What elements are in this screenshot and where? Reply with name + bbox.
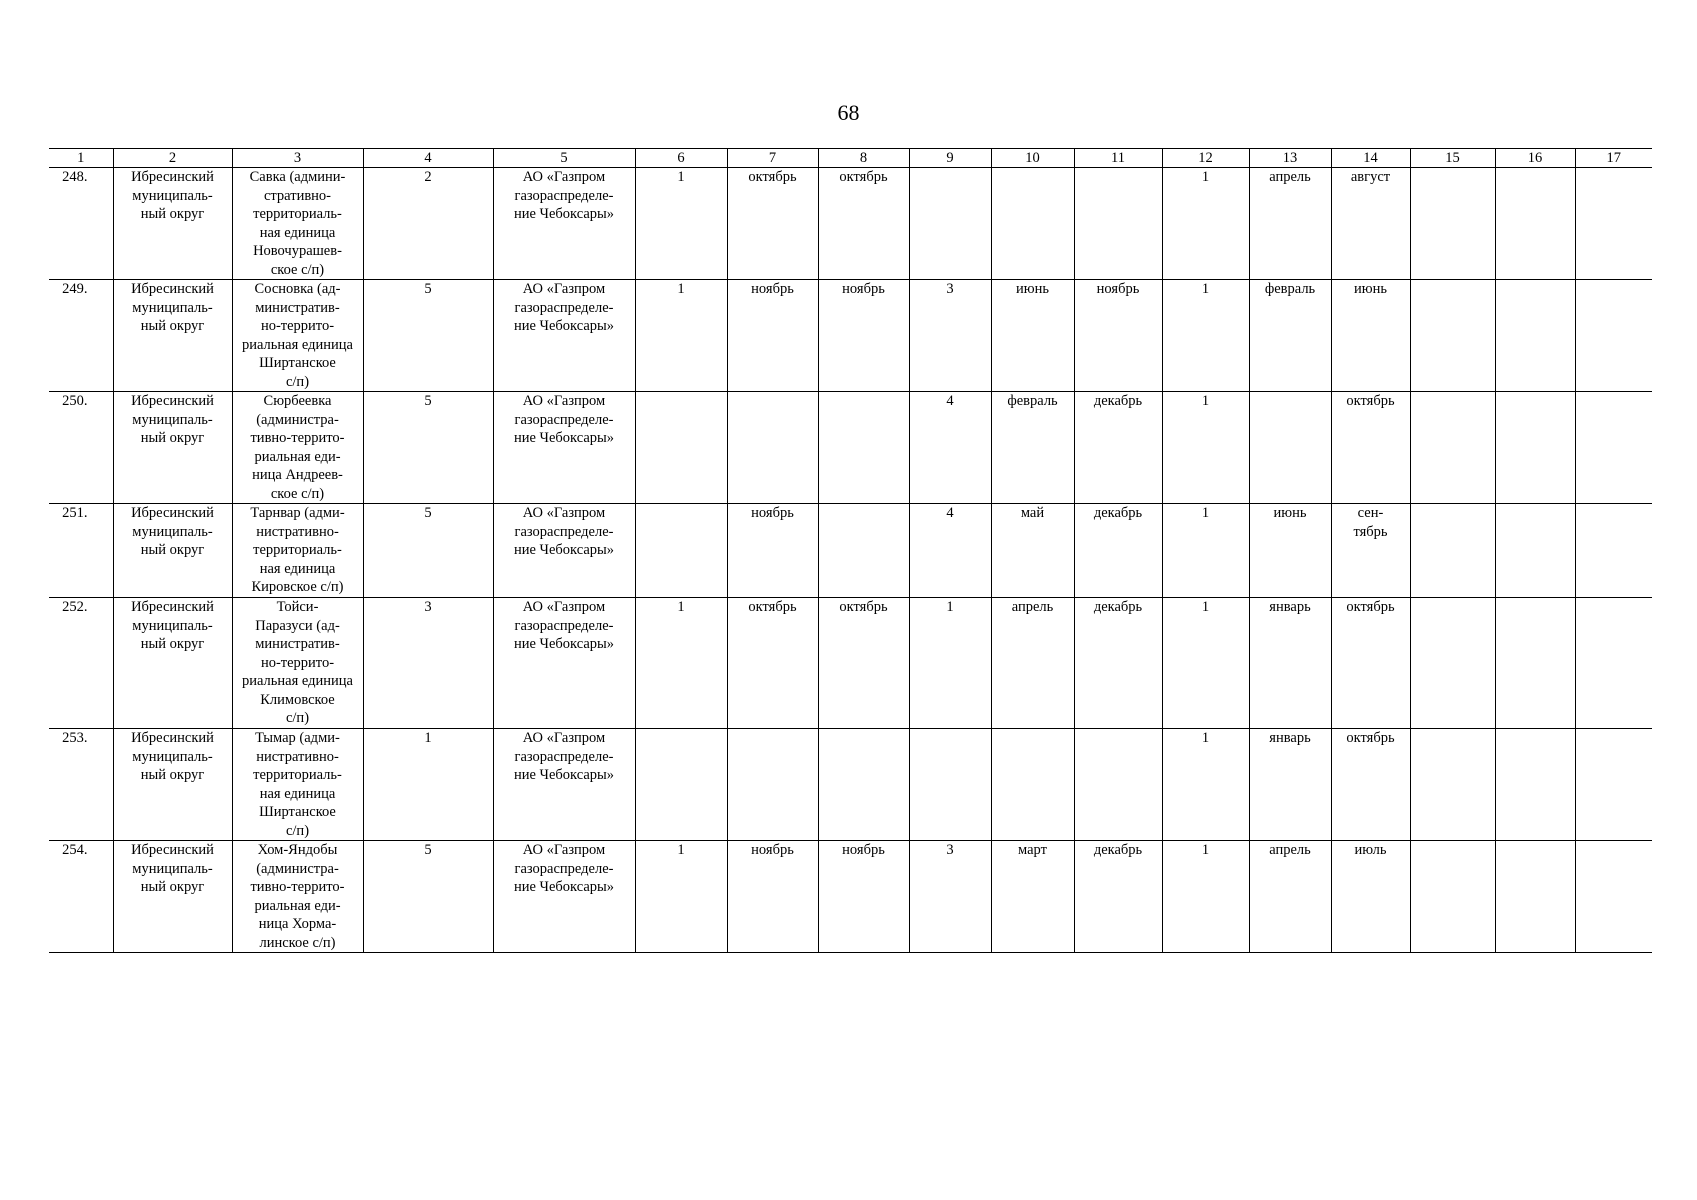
col7-cell: ноябрь xyxy=(727,280,818,392)
district-cell xyxy=(113,504,232,598)
organization-cell-line: ние Чебоксары» xyxy=(513,767,615,783)
organization-cell-line: ние Чебоксары» xyxy=(513,430,615,446)
col13-cell xyxy=(1249,392,1331,504)
district-cell-line: Ибресинский xyxy=(131,730,214,746)
col17-cell xyxy=(1575,392,1652,504)
locality-cell xyxy=(232,729,363,841)
locality-cell xyxy=(232,841,363,953)
locality-cell-line: нистративно- xyxy=(256,523,339,540)
col4-cell: 5 xyxy=(363,841,493,953)
col13-cell: апрель xyxy=(1249,841,1331,953)
col10-cell xyxy=(991,729,1074,841)
col11-cell: декабрь xyxy=(1074,841,1162,953)
district-cell xyxy=(113,168,232,280)
col8-cell xyxy=(818,392,909,504)
col10-cell: май xyxy=(991,504,1074,598)
col7-cell xyxy=(727,392,818,504)
locality-cell-line: Хом-Яндобы xyxy=(257,842,338,858)
col16-cell xyxy=(1495,280,1575,392)
col14-cell: октябрь xyxy=(1331,392,1410,504)
locality-cell-line: риальная единица xyxy=(241,673,353,689)
col15-cell xyxy=(1410,504,1495,598)
col15-cell xyxy=(1410,729,1495,841)
col9-cell: 3 xyxy=(909,841,991,953)
locality-cell-line: риальная еди- xyxy=(254,897,341,914)
col11-cell xyxy=(1074,729,1162,841)
col17-cell xyxy=(1575,280,1652,392)
table-row xyxy=(49,168,1652,280)
locality-cell-line: территориаль- xyxy=(253,206,342,222)
column-number: 16 xyxy=(1495,149,1575,168)
col12-cell: 1 xyxy=(1162,504,1249,598)
locality-cell-line: тивно-террито- xyxy=(250,879,345,895)
column-number: 1 xyxy=(49,149,113,168)
column-number: 7 xyxy=(727,149,818,168)
district-cell-line: муниципаль- xyxy=(132,860,213,877)
table-row xyxy=(49,841,1652,953)
organization-cell-line: ние Чебоксары» xyxy=(513,879,615,895)
col17-cell xyxy=(1575,841,1652,953)
row-number: 250. xyxy=(49,392,113,504)
col8-cell: октябрь xyxy=(818,598,909,729)
col12-cell: 1 xyxy=(1162,841,1249,953)
organization-cell xyxy=(493,392,635,504)
district-cell-line: Ибресинский xyxy=(131,599,214,615)
col7-cell xyxy=(727,729,818,841)
district-cell-line: ный округ xyxy=(140,636,205,652)
locality-cell-line: но-террито- xyxy=(260,318,335,334)
col12-cell: 1 xyxy=(1162,598,1249,729)
col13-cell: январь xyxy=(1249,598,1331,729)
organization-cell-line: газораспределе- xyxy=(514,187,614,204)
col12-cell: 1 xyxy=(1162,168,1249,280)
column-number: 2 xyxy=(113,149,232,168)
column-number: 14 xyxy=(1331,149,1410,168)
col6-cell: 1 xyxy=(635,280,727,392)
col7-cell: октябрь xyxy=(727,598,818,729)
col10-cell: апрель xyxy=(991,598,1074,729)
organization-cell-line: ние Чебоксары» xyxy=(513,318,615,334)
col12-cell: 1 xyxy=(1162,280,1249,392)
district-cell xyxy=(113,598,232,729)
col8-cell xyxy=(818,729,909,841)
organization-cell xyxy=(493,841,635,953)
column-number-row xyxy=(49,149,1652,168)
col4-cell: 3 xyxy=(363,598,493,729)
col13-cell: февраль xyxy=(1249,280,1331,392)
district-cell-line: Ибресинский xyxy=(131,169,214,185)
col9-cell xyxy=(909,168,991,280)
district-cell-line: Ибресинский xyxy=(131,393,214,409)
column-number: 15 xyxy=(1410,149,1495,168)
organization-cell-line: газораспределе- xyxy=(514,748,614,765)
col11-cell xyxy=(1074,168,1162,280)
organization-cell xyxy=(493,504,635,598)
organization-cell-line: АО «Газпром xyxy=(522,281,606,297)
col14-cell-line: сен- xyxy=(1357,505,1384,521)
col10-cell: февраль xyxy=(991,392,1074,504)
organization-cell-line: ние Чебоксары» xyxy=(513,636,615,652)
col11-cell: декабрь xyxy=(1074,392,1162,504)
col4-cell: 5 xyxy=(363,280,493,392)
col6-cell xyxy=(635,729,727,841)
district-cell-line: муниципаль- xyxy=(132,523,213,540)
col8-cell xyxy=(818,504,909,598)
col14-cell: октябрь xyxy=(1331,598,1410,729)
col4-cell: 1 xyxy=(363,729,493,841)
col15-cell xyxy=(1410,168,1495,280)
col6-cell xyxy=(635,504,727,598)
locality-cell-line: ница Хорма- xyxy=(258,916,337,932)
locality-cell-line: риальная еди- xyxy=(254,448,341,465)
col11-cell: ноябрь xyxy=(1074,280,1162,392)
locality-cell-line: министратив- xyxy=(255,636,340,652)
district-cell-line: муниципаль- xyxy=(132,411,213,428)
col12-cell: 1 xyxy=(1162,392,1249,504)
locality-cell-line: ная единица xyxy=(259,224,336,241)
district-cell-line: Ибресинский xyxy=(131,505,214,521)
organization-cell-line: АО «Газпром xyxy=(522,599,606,615)
locality-cell-line: стративно- xyxy=(263,187,332,204)
district-cell-line: Ибресинский xyxy=(131,842,214,858)
col15-cell xyxy=(1410,280,1495,392)
locality-cell-line: Сюрбеевка xyxy=(263,393,332,409)
col15-cell xyxy=(1410,598,1495,729)
locality-cell-line: риальная единица xyxy=(241,336,353,353)
locality-cell-line: Савка (админи- xyxy=(249,169,346,185)
col12-cell: 1 xyxy=(1162,729,1249,841)
column-number: 10 xyxy=(991,149,1074,168)
col13-cell: июнь xyxy=(1249,504,1331,598)
organization-cell-line: газораспределе- xyxy=(514,523,614,540)
col9-cell xyxy=(909,729,991,841)
schedule-table xyxy=(49,148,1652,953)
col13-cell: январь xyxy=(1249,729,1331,841)
locality-cell-line: ная единица xyxy=(259,785,336,802)
locality-cell-line: Тарнвар (адми- xyxy=(250,505,345,521)
locality-cell-line: Тойси- xyxy=(276,599,319,615)
col6-cell: 1 xyxy=(635,598,727,729)
organization-cell-line: газораспределе- xyxy=(514,860,614,877)
locality-cell-line: с/п) xyxy=(285,710,310,726)
locality-cell-line: Тымар (адми- xyxy=(255,730,340,746)
column-number: 9 xyxy=(909,149,991,168)
col16-cell xyxy=(1495,841,1575,953)
organization-cell-line: газораспределе- xyxy=(514,411,614,428)
locality-cell-line: ная единица xyxy=(259,560,336,577)
locality-cell-line: Кировское с/п) xyxy=(251,579,344,595)
col16-cell xyxy=(1495,598,1575,729)
col9-cell: 3 xyxy=(909,280,991,392)
locality-cell-line: (администра- xyxy=(256,860,339,877)
row-number: 253. xyxy=(49,729,113,841)
organization-cell xyxy=(493,729,635,841)
locality-cell-line: с/п) xyxy=(285,373,310,390)
locality-cell-line: линское с/п) xyxy=(259,934,336,951)
column-number: 4 xyxy=(363,149,493,168)
district-cell-line: муниципаль- xyxy=(132,299,213,316)
col14-cell-line: тябрь xyxy=(1353,523,1388,540)
column-number: 12 xyxy=(1162,149,1249,168)
organization-cell-line: газораспределе- xyxy=(514,617,614,634)
col7-cell: октябрь xyxy=(727,168,818,280)
column-number: 3 xyxy=(232,149,363,168)
col16-cell xyxy=(1495,504,1575,598)
organization-cell xyxy=(493,280,635,392)
locality-cell-line: территориаль- xyxy=(253,767,342,783)
table-row xyxy=(49,392,1652,504)
col6-cell: 1 xyxy=(635,168,727,280)
organization-cell xyxy=(493,598,635,729)
table-row xyxy=(49,729,1652,841)
locality-cell-line: но-террито- xyxy=(260,654,335,671)
locality-cell-line: ское с/п) xyxy=(270,261,325,278)
organization-cell-line: ние Чебоксары» xyxy=(513,206,615,222)
locality-cell xyxy=(232,504,363,598)
col10-cell: март xyxy=(991,841,1074,953)
organization-cell-line: газораспределе- xyxy=(514,299,614,316)
district-cell-line: ный округ xyxy=(140,542,205,558)
col10-cell: июнь xyxy=(991,280,1074,392)
locality-cell-line: Сосновка (ад- xyxy=(254,281,341,297)
col7-cell: ноябрь xyxy=(727,504,818,598)
column-number: 5 xyxy=(493,149,635,168)
locality-cell-line: тивно-террито- xyxy=(250,430,345,446)
col9-cell: 1 xyxy=(909,598,991,729)
locality-cell-line: нистративно- xyxy=(256,748,339,765)
locality-cell-line: Новочурашев- xyxy=(253,243,342,259)
locality-cell xyxy=(232,168,363,280)
locality-cell-line: ница Андреев- xyxy=(252,467,343,483)
locality-cell-line: (администра- xyxy=(256,411,339,428)
organization-cell xyxy=(493,168,635,280)
district-cell xyxy=(113,280,232,392)
table-row xyxy=(49,280,1652,392)
col8-cell: ноябрь xyxy=(818,280,909,392)
table-row xyxy=(49,598,1652,729)
col15-cell xyxy=(1410,392,1495,504)
locality-cell-line: Ширтанское xyxy=(259,804,336,820)
district-cell-line: ный округ xyxy=(140,206,205,222)
col17-cell xyxy=(1575,598,1652,729)
row-number: 254. xyxy=(49,841,113,953)
locality-cell xyxy=(232,598,363,729)
locality-cell-line: территориаль- xyxy=(253,542,342,558)
district-cell-line: ный округ xyxy=(140,767,205,783)
col16-cell xyxy=(1495,168,1575,280)
district-cell-line: ный округ xyxy=(140,430,205,446)
col8-cell: ноябрь xyxy=(818,841,909,953)
col14-cell: октябрь xyxy=(1331,729,1410,841)
col4-cell: 5 xyxy=(363,392,493,504)
column-number: 6 xyxy=(635,149,727,168)
row-number: 252. xyxy=(49,598,113,729)
district-cell xyxy=(113,841,232,953)
col14-cell: июль xyxy=(1331,841,1410,953)
locality-cell xyxy=(232,392,363,504)
page-number: 68 xyxy=(837,100,860,125)
district-cell-line: муниципаль- xyxy=(132,187,213,204)
organization-cell-line: АО «Газпром xyxy=(522,505,606,521)
column-number: 8 xyxy=(818,149,909,168)
col4-cell: 5 xyxy=(363,504,493,598)
col13-cell: апрель xyxy=(1249,168,1331,280)
district-cell-line: ный округ xyxy=(140,879,205,895)
col11-cell: декабрь xyxy=(1074,504,1162,598)
row-number: 251. xyxy=(49,504,113,598)
locality-cell xyxy=(232,280,363,392)
column-number: 17 xyxy=(1575,149,1652,168)
col16-cell xyxy=(1495,729,1575,841)
col7-cell: ноябрь xyxy=(727,841,818,953)
col17-cell xyxy=(1575,168,1652,280)
district-cell-line: Ибресинский xyxy=(131,281,214,297)
table-row xyxy=(49,504,1652,598)
col9-cell: 4 xyxy=(909,504,991,598)
organization-cell-line: АО «Газпром xyxy=(522,842,606,858)
row-number: 248. xyxy=(49,168,113,280)
district-cell-line: муниципаль- xyxy=(132,748,213,765)
locality-cell-line: министратив- xyxy=(255,299,340,316)
locality-cell-line: Ширтанское xyxy=(259,355,336,371)
locality-cell-line: Паразуси (ад- xyxy=(255,617,340,634)
col14-cell xyxy=(1331,504,1410,598)
col14-cell: август xyxy=(1331,168,1410,280)
locality-cell-line: ское с/п) xyxy=(270,485,325,502)
organization-cell-line: АО «Газпром xyxy=(522,393,606,409)
district-cell xyxy=(113,729,232,841)
locality-cell-line: с/п) xyxy=(285,822,310,839)
col6-cell: 1 xyxy=(635,841,727,953)
col15-cell xyxy=(1410,841,1495,953)
col9-cell: 4 xyxy=(909,392,991,504)
organization-cell-line: АО «Газпром xyxy=(522,169,606,185)
column-number: 11 xyxy=(1074,149,1162,168)
col4-cell: 2 xyxy=(363,168,493,280)
row-number: 249. xyxy=(49,280,113,392)
col6-cell xyxy=(635,392,727,504)
col14-cell: июнь xyxy=(1331,280,1410,392)
organization-cell-line: ние Чебоксары» xyxy=(513,542,615,558)
district-cell xyxy=(113,392,232,504)
col16-cell xyxy=(1495,392,1575,504)
col10-cell xyxy=(991,168,1074,280)
organization-cell-line: АО «Газпром xyxy=(522,730,606,746)
column-number: 13 xyxy=(1249,149,1331,168)
district-cell-line: муниципаль- xyxy=(132,617,213,634)
col17-cell xyxy=(1575,729,1652,841)
district-cell-line: ный округ xyxy=(140,318,205,334)
col8-cell: октябрь xyxy=(818,168,909,280)
locality-cell-line: Климовское xyxy=(260,691,335,708)
col17-cell xyxy=(1575,504,1652,598)
col11-cell: декабрь xyxy=(1074,598,1162,729)
